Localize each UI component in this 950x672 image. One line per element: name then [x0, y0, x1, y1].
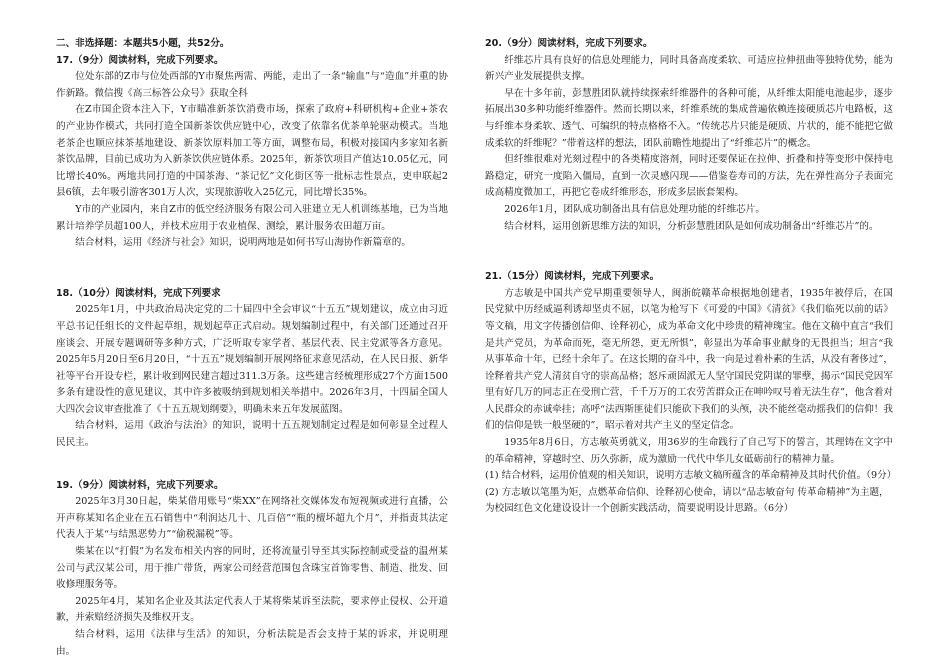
question-paragraph: 方志敏是中国共产党早期重要领导人，闽浙皖赣革命根据地创建者，1935年被俘后，在国民党狱中历经威逼利诱却坚贞不屈，以笔为枪写下《可爱的中国》《清贫》《我们临死以前的话》等文稿，用文字传播创信仰、诠释初心，成为革命文化中珍贵的精神瑰宝。他在文稿中直言“我们是共产党员，为革命而死，毫无所怨，更无所惧”，彰显出为革命事业献身的无畏担当；坦言“我从事革命十年，已经十余年了。在这长期的奋斗中，我一向是过着朴素的生活，从没有奢侈过”，诠释着共产党人清贫自守的崇高品格；怒斥顽固派无人坚守国民党阴谋的罪孽，揭示“国民党因军里有好几万的同志正在受刑亡营，千千万万的工农劳苦群众正在呻吟叹号着无法生存”，他含着对人民群众的赤诚牵挂；高呼“法西斯匪徒们只能砍下我们的头颅，决不能丝毫动摇我们的信仰！我们的信仰是铁一般坚硬的”，昭示着对共产主义的坚定信念。 — [485, 287, 893, 432]
question-paragraph: 但纤维很难对光刻过程中的各类精度溶剂，同时还要保证在拉伸、折叠和持等变形中保持电路稳定，研究一度陷入僵局，直到一次灵感闪现——借鉴卷寿司的方法，先在弹性高分子表面完成高精度微加工，再把它卷成纤维形态，形成多层嵌套架构。 — [485, 154, 893, 199]
answer-space — [485, 235, 893, 269]
question-paragraph: 早在十多年前，彭慧胜团队就持续探索纤维器件的各种可能，从纤维太阳能电池起步，逐步拓展出30多种功能纤维器件。然而长期以来，纤维系统的集成普遍依赖连接硬质芯片电路板，这与纤维本身柔软、透气、可编织的特点格格不入。“传统芯片只能是硬质、片状的，能不能把它做成柔软的纤维呢？”带着这样的想法，团队前瞻性地提出了“纤维芯片”的概念。 — [485, 87, 893, 149]
sub-question-1: (1) 结合材料，运用价值观的相关知识，说明方志敏文稿所蕴含的革命精神及其时代价值。（9分） — [485, 470, 897, 482]
answer-space — [56, 452, 448, 478]
question-20 — [485, 36, 893, 235]
question-heading: 20.（9分）阅读材料，完成下列要求。 — [485, 38, 653, 49]
question-paragraph: 纤维芯片具有良好的信息处理能力，同时具备高度柔软、可适应拉伸扭曲等独特优势，能为新兴产业发展提供支撑。 — [485, 54, 893, 83]
question-paragraph: 柴某在以“打假”为名发布相关内容的同时，还将流量引导至其实际控制或受益的温州某公司与武汉某公司，用于推广带货，两家公司经营范围包含珠宝首饰零售、制造、批发、回收修理服务等。 — [56, 546, 448, 591]
question-21 — [485, 269, 897, 518]
question-paragraph: Y市的产业园内，来自Z市的低空经济服务有限公司入驻建立无人机训练基地，已为当地累计培养学员超100人，并枝术应用于农业植保、测绘，累计服务农田超万亩。 — [56, 203, 448, 232]
question-heading: 17.（9分）阅读材料，完成下列要求。 — [56, 54, 224, 66]
question-heading: 19.（9分）阅读材料，完成下列要求。 — [56, 479, 224, 491]
sub-question-2: (2) 方志敏以笔墨为矩，点燃革命信仰、诠释初心使命，请以“品志敏奋句 传革命精神”为主题，为校园红色文化建设设计一个创新实践活动，简要说明设计思路。（6分） — [485, 486, 889, 515]
question-paragraph: 位处东部的Z市与位处西部的Y市聚焦两需、两能，走出了一条“输血”与“造血”并重的协作新路。微信搜《高三标答公众号》获取全科 — [56, 71, 448, 99]
question-paragraph: 2025年4月，某知名企业及其法定代表人于某将柴某诉至法院，要求停止侵权、公开道歉，并索赔经济损失及维权开支。 — [56, 595, 448, 624]
question-paragraph: 2026年1月，团队成功制备出具有信息处理功能的纤维芯片。 — [504, 203, 765, 215]
question-paragraph: 1935年8月6日，方志敏英勇就义，用36岁的生命践行了自己写下的誓言，其理铸在文字中的革命精神，穿越时空、历久弥新，成为激励一代代中华儿女砥砺前行的精神力量。 — [485, 437, 893, 465]
question-18 — [56, 286, 448, 452]
right-column — [485, 36, 897, 518]
answer-space — [56, 252, 448, 286]
question-heading: 21.（15分）阅读材料，完成下列要求。 — [485, 271, 660, 283]
question-prompt: 结合材料，运用《政治与法治》的知识，说明十五五规划制定过程是如何彰显全过程人民民主。 — [56, 420, 448, 449]
question-heading: 18.（10分）阅读材料，完成下列要求 — [56, 287, 221, 299]
question-17 — [56, 53, 448, 252]
question-prompt: 结合材料，运用《经济与社会》知识，说明两地是如何书写山海协作新篇章的。 — [75, 237, 411, 249]
question-prompt: 结合材料，运用创新思维方法的知识，分析彭慧胜团队是如何成功制备出“纤维芯片”的。 — [504, 220, 879, 232]
question-paragraph: 2025年3月30日起，柴某借用账号“柴XX”在网络社交媒体发布短视频或进行直播，公开声称某知名企业在五石销售中“利润达几十、几百倍”“瓶的檀坏超九个月”，并指责其法定代表人于某“与结黑恶势力”“偷税漏税”等。 — [56, 496, 448, 541]
question-paragraph: 2025年1月，中共政治局决定党的二十届四中全会审议“十五五”规划建议，成立由习近平总书记任组长的文件起草组，规划起草正式启动。规划编制过程中，有关部门还通过召开座谈会、开展专题调研等多种方式，广泛听取专家学者、基层代表、民主党派等各方意见。2025年5月20日至6月20日，“十五五”规划编制开展网络征求意见活动，在人民日报、新华社等平台开设专栏，累计收到网民建言超过311.3万条。这些建言经梳理形成27个方面1500多条有建设性的意见建议，其中许多被吸纳到规划相关举措中。2026年3月，十四届全国人大四次会议审查批准了《十五五规划纲要》，明确未来五年发展蓝图。 — [56, 304, 448, 415]
question-19 — [56, 478, 448, 661]
section-header: 二、非选择题：本题共5小题，共52分。 — [56, 38, 230, 49]
left-column — [56, 36, 448, 660]
question-prompt: 结合材料，运用《法律与生活》的知识，分析法院是否会支持于某的诉求，并说明理由。 — [56, 629, 448, 657]
question-paragraph: 在Z市国企资本注入下，Y市瞄准新茶饮消费市场，探索了政府+科研机构+企业+茶农的产业协作模式，共同打造全国新茶饮供应链中心，改变了依靠名优茶单轮驱动模式。当地老茶企也顺应抹茶基地建设、新茶饮原料加工等方面，调整布局，积极对接国内多家知名新茶饮品牌，目前已成功为入新茶饮供应链体系。2025年，新茶饮项目产值达10.05亿元，同比增长40%。两地共同打造的中国茶海、“茶记忆”文化街区等一批标志性景点，吏申联起2县6镇，去年吸引游客301万人次，实现旅游收入25亿元，同比增长35%。 — [56, 104, 448, 199]
